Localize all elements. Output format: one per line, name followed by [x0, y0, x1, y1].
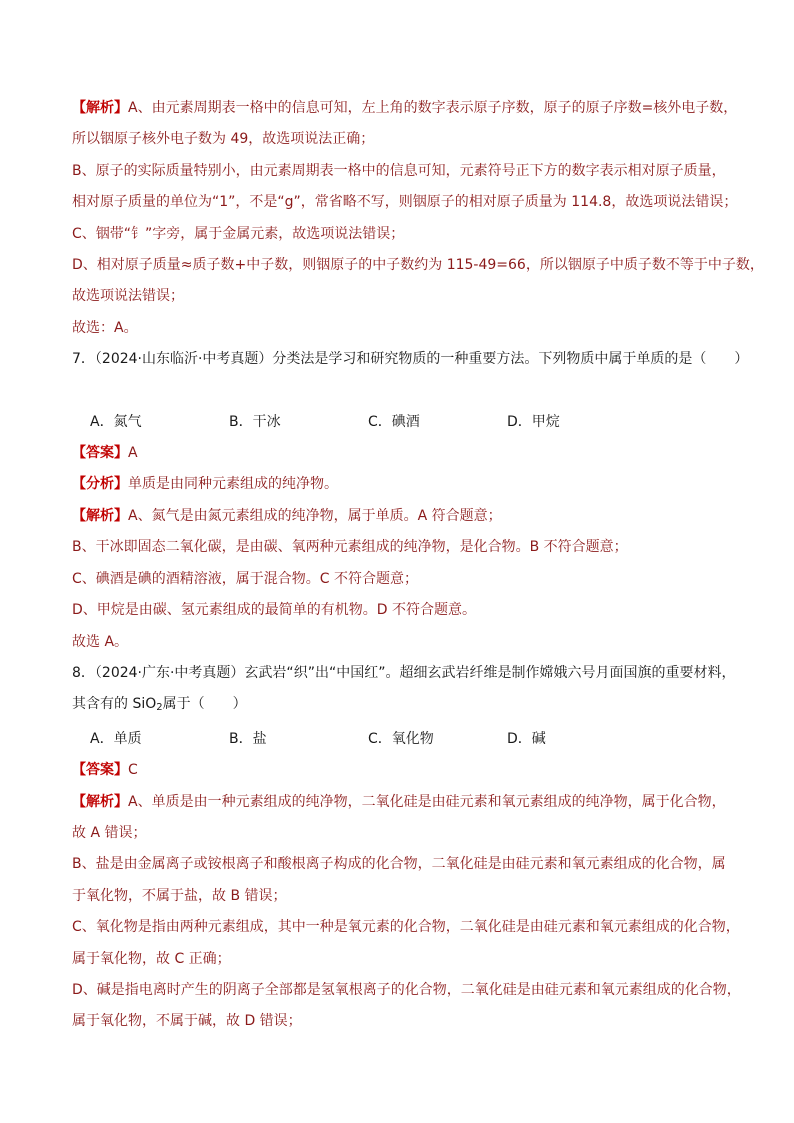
option-d: D．碱	[507, 730, 546, 747]
analysis-tag: 【分析】	[72, 476, 128, 493]
explain-line: 于氧化物，不属于盐，故 B 错误；	[72, 887, 287, 904]
explain-line: C、氧化物是指由两种元素组成，其中一种是氧元素的化合物，二氧化硅是由硅元素和氧元素组成的化合物，	[72, 919, 740, 936]
spacer	[72, 376, 734, 407]
explain-line: D、碱是指电离时产生的阴离子全部都是氢氧根离子的化合物，二氧化硅是由硅元素和氧元素组成的化合物，	[72, 981, 741, 998]
explain-line: 【解析】A、单质是由一种元素组成的纯净物，二氧化硅是由硅元素和氧元素组成的纯净物，属于化合物，	[72, 793, 726, 810]
explain-line: D、相对原子质量≈质子数+中子数，则铟原子的中子数约为 115-49=66，所以铟原子中质子数不等于中子数，	[72, 257, 764, 274]
option-d: D．甲烷	[507, 413, 560, 430]
explain-line: B、干冰即固态二氧化碳，是由碳、氧两种元素组成的纯净物，是化合物。B 不符合题意；	[72, 539, 628, 556]
explain-line: C、碘酒是碘的酒精溶液，属于混合物。C 不符合题意；	[72, 570, 418, 587]
explain-line: 故选项说法错误；	[72, 288, 184, 305]
explain-line: 属于氧化物，不属于碱，故 D 错误；	[72, 1013, 302, 1030]
explain-line: 所以铟原子核外电子数为 49，故选项说法正确；	[72, 131, 375, 148]
explain-line: B、盐是由金属离子或铵根离子和酸根离子构成的化合物，二氧化硅是由硅元素和氧元素组成的化合物，属	[72, 856, 726, 873]
answer-line: 【答案】C	[72, 762, 138, 779]
question-8-stem-cont: 其含有的 SiO$_2$属于（ ）	[72, 696, 247, 714]
answer-tag: 【答案】	[72, 762, 128, 779]
option-a: A．氮气	[90, 413, 142, 430]
analysis-line: 【分析】单质是由同种元素组成的纯净物。	[72, 476, 338, 493]
explain-line: D、甲烷是由碳、氢元素组成的最简单的有机物。D 不符合题意。	[72, 602, 477, 619]
answer-tag: 【答案】	[72, 445, 128, 462]
choose-line: 故选 A。	[72, 633, 129, 650]
question-8-options	[72, 724, 734, 755]
explain-tag: 【解析】	[72, 793, 128, 810]
explain-line: 【解析】A、氮气是由氮元素组成的纯净物，属于单质。A 符合题意；	[72, 507, 502, 524]
option-b: B．盐	[229, 730, 267, 747]
option-c: C．氧化物	[368, 730, 434, 747]
explain-line: 属于氧化物，故 C 正确；	[72, 950, 231, 967]
explain-line: 【解析】A、由元素周期表一格中的信息可知，左上角的数字表示原子序数，原子的原子序数=核外电子数，	[72, 100, 738, 116]
explain-line: 故 A 错误；	[72, 824, 147, 841]
option-b: B．干冰	[229, 413, 281, 430]
explain-tag: 【解析】	[72, 507, 128, 524]
choose-line: 故选：A。	[72, 319, 138, 336]
option-a: A．单质	[90, 730, 142, 747]
question-8-stem: 8．（2024·广东·中考真题）玄武岩“织”出“中国红”。超细玄武岩纤维是制作嫦娥六号月面国旗的重要材料，	[72, 664, 736, 681]
explain-line: C、铟带“钅”字旁，属于金属元素，故选项说法错误；	[72, 225, 405, 242]
explain-line: 相对原子质量的单位为“1”，不是“g”，常省略不写，则铟原子的相对原子质量为 114.8，故选项说法错误；	[72, 194, 738, 211]
explain-line: B、原子的实际质量特别小，由元素周期表一格中的信息可知，元素符号正下方的数字表示相对原子质量，	[72, 162, 726, 179]
question-7-options	[72, 407, 734, 438]
question-7-stem: 7．（2024·山东临沂·中考真题）分类法是学习和研究物质的一种重要方法。下列物质中属于单质的是（ ）	[72, 351, 749, 368]
answer-line: 【答案】A	[72, 445, 138, 462]
explain-tag: 【解析】	[72, 100, 128, 116]
option-c: C．碘酒	[368, 413, 420, 430]
